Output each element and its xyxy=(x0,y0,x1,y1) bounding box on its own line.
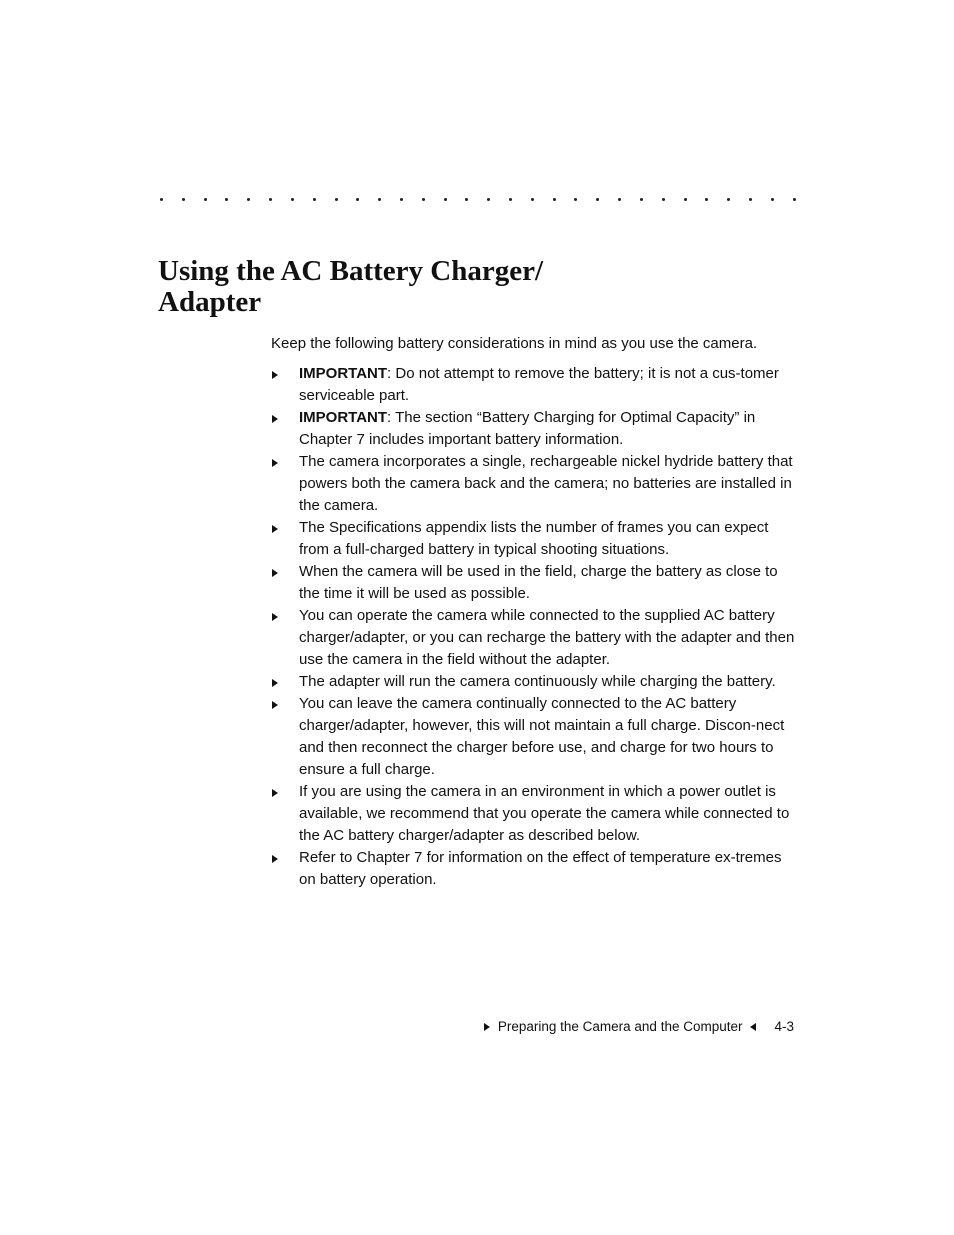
page-footer xyxy=(484,1017,794,1037)
page-number: 4-3 xyxy=(774,1019,794,1034)
triangle-left-icon xyxy=(750,1023,756,1031)
list-item xyxy=(271,407,801,451)
list-item-text: If you are using the camera in an environment in which a power outlet is available, we recommend that you operate the camera while connected to the AC battery charger/adapter as described below. xyxy=(299,783,790,844)
section-title-line-2: Adapter xyxy=(158,286,262,318)
triangle-right-icon xyxy=(484,1023,490,1031)
triangle-bullet-icon xyxy=(272,855,278,863)
list-item xyxy=(271,847,801,891)
triangle-bullet-icon xyxy=(272,525,278,533)
triangle-bullet-icon xyxy=(272,701,278,709)
list-item-text: : The section “Battery Charging for Optimal Capacity” in Chapter 7 includes important battery information. xyxy=(299,409,756,448)
list-item xyxy=(271,363,801,407)
triangle-bullet-icon xyxy=(272,415,278,423)
triangle-bullet-icon xyxy=(272,789,278,797)
list-item-text: The Specifications appendix lists the number of frames you can expect from a full-charged battery in typical shooting situations. xyxy=(299,519,769,558)
battery-considerations-list xyxy=(271,363,801,891)
list-item xyxy=(271,671,801,693)
list-item-text: When the camera will be used in the field, charge the battery as close to the time it will be used as possible. xyxy=(299,563,778,602)
section-title-line-1: Using the AC Battery Charger/ xyxy=(158,255,544,287)
list-item-text: Refer to Chapter 7 for information on the effect of temperature ex-tremes on battery operation. xyxy=(299,849,782,888)
list-item-text: You can leave the camera continually connected to the AC battery charger/adapter, however, this will not maintain a full charge. Discon-nect and then reconnect the charger before use, and charge for two hours to ensure a full charge. xyxy=(299,695,785,778)
list-item xyxy=(271,517,801,561)
footer-chapter-title: Preparing the Camera and the Computer xyxy=(497,1019,743,1034)
triangle-bullet-icon xyxy=(272,679,278,687)
intro-paragraph: Keep the following battery considerations in mind as you use the camera. xyxy=(271,335,758,352)
triangle-bullet-icon xyxy=(272,613,278,621)
list-item-text: The camera incorporates a single, rechargeable nickel hydride battery that powers both the camera back and the camera; no batteries are installed in the camera. xyxy=(299,453,793,514)
triangle-bullet-icon xyxy=(272,569,278,577)
section-title xyxy=(158,256,543,318)
triangle-bullet-icon xyxy=(272,459,278,467)
list-item-text: : Do not attempt to remove the battery; it is not a cus-tomer serviceable part. xyxy=(299,365,779,404)
list-item-text: You can operate the camera while connected to the supplied AC battery charger/adapter, or you can recharge the battery with the adapter and then use the camera in the field without the adapter. xyxy=(299,607,795,668)
important-label: IMPORTANT xyxy=(299,365,388,382)
list-item-text: The adapter will run the camera continuously while charging the battery. xyxy=(299,673,776,690)
list-item xyxy=(271,451,801,517)
list-item xyxy=(271,605,801,671)
list-item xyxy=(271,693,801,781)
important-label: IMPORTANT xyxy=(299,409,388,426)
triangle-bullet-icon xyxy=(272,371,278,379)
list-item xyxy=(271,561,801,605)
dotted-rule xyxy=(160,198,796,201)
list-item xyxy=(271,781,801,847)
